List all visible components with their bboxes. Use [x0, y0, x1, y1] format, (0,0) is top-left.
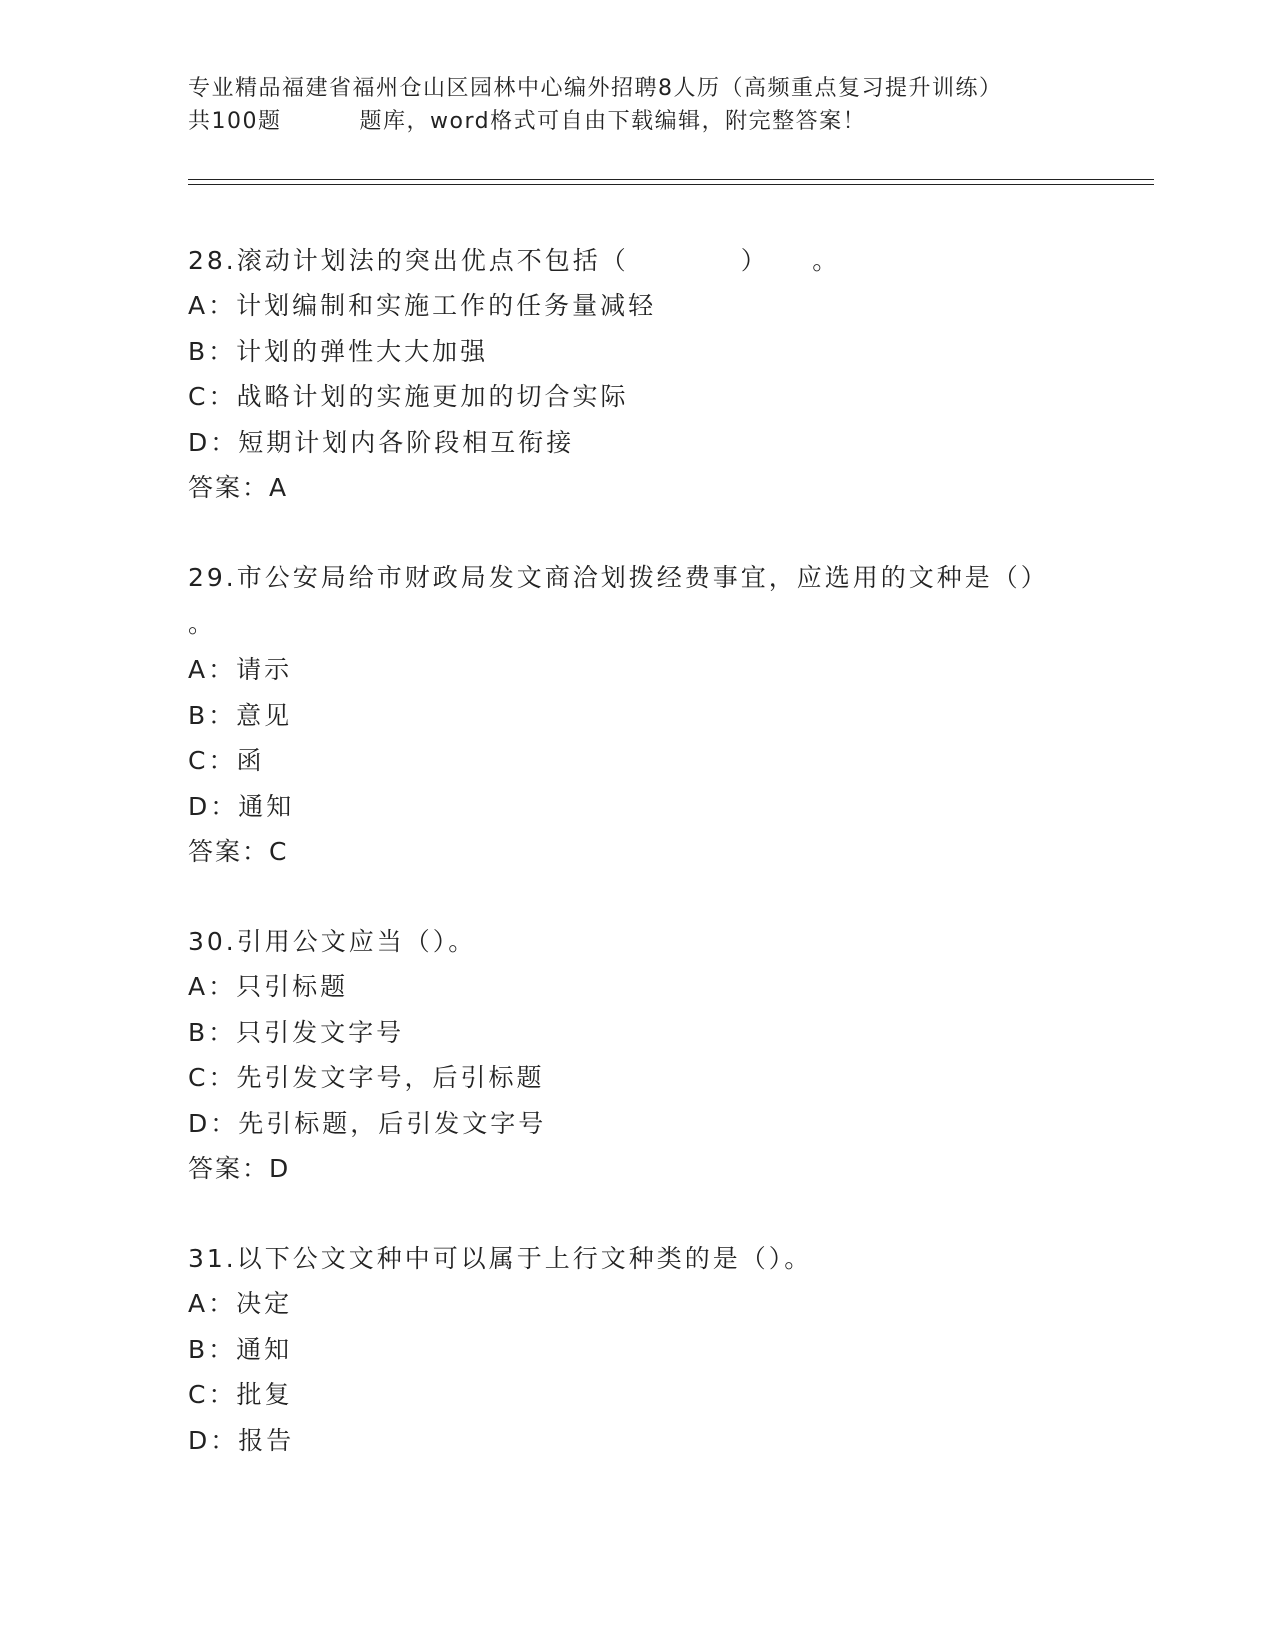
option-c: C：函: [188, 746, 265, 775]
question-stem: 30.引用公文应当（）。: [188, 927, 477, 956]
option-c: C：先引发文字号，后引标题: [188, 1063, 545, 1092]
header-rule-top: [188, 179, 1154, 180]
header-description: 题库，word格式可自由下载编辑，附完整答案！: [359, 109, 867, 134]
header-title-line2: [188, 105, 1108, 138]
question-30: [188, 919, 1088, 1192]
header-rule-bottom: [188, 184, 1154, 185]
question-31: [188, 1236, 1088, 1463]
option-d: D：短期计划内各阶段相互衔接: [188, 427, 575, 457]
question-stem: 31.以下公文文种中可以属于上行文种类的是（）。: [188, 1244, 813, 1273]
option-a: A：只引标题: [188, 972, 349, 1001]
option-b: B：通知: [188, 1334, 293, 1364]
question-29: [188, 555, 1088, 875]
question-28: [188, 238, 1088, 511]
option-b: B：计划的弹性大大加强: [188, 336, 489, 366]
header-title-line1: 专业精品福建省福州仓山区园林中心编外招聘8人历（高频重点复习提升训练）: [188, 76, 1003, 101]
option-c: C：战略计划的实施更加的切合实际: [188, 382, 629, 411]
question-stem: 28.滚动计划法的突出优点不包括（ ） 。: [188, 246, 841, 275]
option-d: D：报告: [188, 1425, 295, 1455]
document-header: [188, 72, 1108, 138]
question-stem-continuation: 。: [188, 609, 217, 638]
option-d: D：通知: [188, 791, 295, 821]
header-question-count: 共100题: [188, 109, 282, 134]
option-a: A：计划编制和实施工作的任务量减轻: [188, 291, 657, 320]
option-d: D：先引标题，后引发文字号: [188, 1108, 547, 1138]
option-c: C：批复: [188, 1380, 293, 1409]
option-b: B：只引发文字号: [188, 1017, 405, 1047]
answer: 答案：C: [188, 837, 289, 866]
question-stem: 29.市公安局给市财政局发文商洽划拨经费事宜，应选用的文种是（）: [188, 563, 1049, 592]
option-a: A：请示: [188, 655, 293, 684]
answer: 答案：A: [188, 473, 289, 502]
option-a: A：决定: [188, 1289, 293, 1318]
option-b: B：意见: [188, 700, 293, 730]
answer: 答案：D: [188, 1154, 291, 1183]
question-list: [188, 238, 1088, 1507]
